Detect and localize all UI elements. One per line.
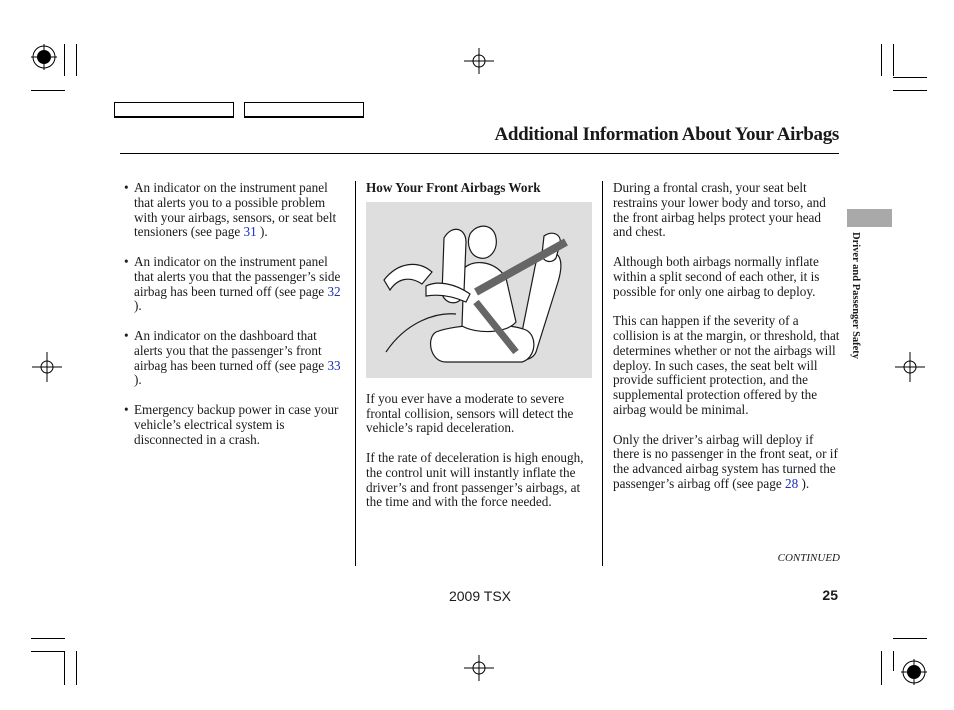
header-tab-box (114, 102, 234, 118)
crosshair-icon (464, 655, 494, 681)
paragraph: Although both airbags normally inflate within a split second of each other, it is possible for only one airbag to deploy. (613, 253, 820, 299)
column-divider (355, 181, 356, 566)
airbag-illustration-icon (366, 202, 592, 378)
left-column (124, 181, 348, 462)
section-label: Driver and Passenger Safety (850, 232, 861, 360)
continued-label: CONTINUED (777, 552, 840, 564)
crosshair-icon (464, 48, 494, 74)
paragraph: If the rate of deceleration is high enough, the control unit will instantly inflate the driver’s and front passenger’s airbags, at the time and with the force needed. (366, 449, 584, 510)
footer-model: 2009 TSX (448, 588, 511, 604)
page-link[interactable]: 28 (784, 475, 799, 491)
registration-mark-icon (901, 659, 927, 685)
page-number: 25 (822, 587, 838, 603)
page-link[interactable]: 31 (243, 224, 257, 240)
header-tab-box (244, 102, 364, 118)
column-divider (602, 181, 603, 566)
paragraph: If you ever have a moderate to severe frontal collision, sensors will detect the vehicle’s rapid deceleration. (366, 390, 574, 436)
title-rule (120, 153, 839, 154)
registration-mark-icon (31, 44, 57, 70)
crosshair-icon (895, 352, 925, 382)
list-item: • An indicator on the instrument panel that alerts you to a possible problem with your airbags, sensors, or seat belt tensioners (see page 31 ). (124, 181, 348, 240)
section-heading: How Your Front Airbags Work (366, 180, 541, 195)
list-item: • Emergency backup power in case your vehicle’s electrical system is disconnected in a crash. (124, 403, 348, 447)
paragraph: During a frontal crash, your seat belt restrains your lower body and torso, and the front airbag helps protect your head and chest. (613, 180, 826, 240)
right-column (613, 181, 841, 507)
page-link[interactable]: 32 (327, 283, 341, 299)
list-item: • An indicator on the dashboard that alerts you that the passenger’s front airbag has been turned off (see page 33 ). (124, 329, 348, 388)
paragraph: Only the driver’s airbag will deploy if there is no passenger in the front seat, or if the advanced airbag system has turned the passenger’s airbag off (see page 28 ). (613, 431, 838, 491)
crosshair-icon (32, 352, 62, 382)
middle-column (366, 181, 596, 525)
list-item: • An indicator on the instrument panel that alerts you that the passenger’s side airbag has been turned off (see page 32 ). (124, 255, 348, 314)
paragraph: This can happen if the severity of a collision is at the margin, or threshold, that determines whether or not the airbags will deploy. In such cases, the seat belt will provide sufficient protection, and the supplemental protection offered by the airbag would be minimal. (613, 313, 840, 417)
page-title: Additional Information About Your Airbags (494, 124, 839, 145)
indicator-list (124, 181, 348, 447)
page-link[interactable]: 33 (327, 357, 341, 373)
section-tab (847, 209, 892, 227)
